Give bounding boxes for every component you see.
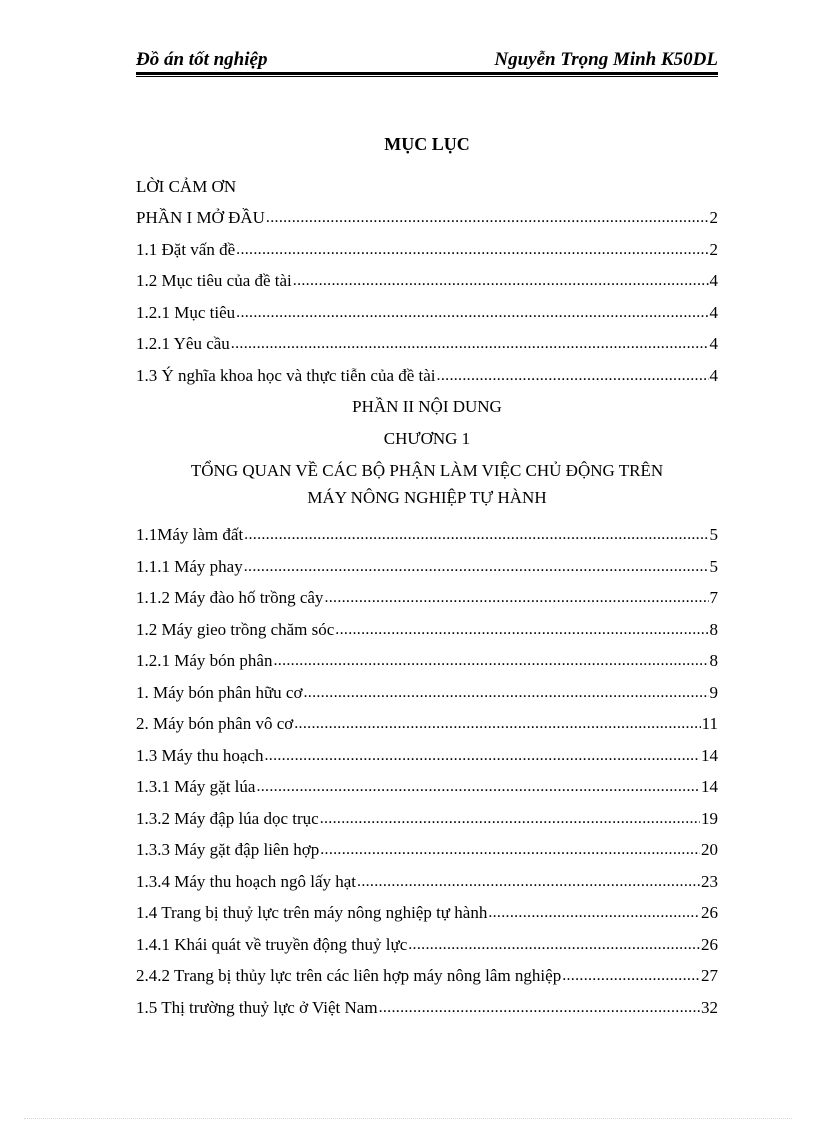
header-right-author: Nguyễn Trọng Minh K50DL (494, 49, 718, 70)
toc-entry-text: 1.3.1 Máy gặt lúa (136, 777, 256, 796)
toc-entry[interactable] (136, 863, 718, 895)
toc-entry[interactable] (136, 326, 718, 358)
toc-entry-text: PHẦN I MỞ ĐẦU (136, 208, 265, 227)
header-rule (136, 72, 718, 77)
chapter-title[interactable] (136, 452, 718, 517)
toc-dot-leader (293, 270, 709, 292)
toc-entry-page: 4 (709, 365, 718, 385)
toc-dot-leader (244, 556, 709, 578)
toc-entry-page: 8 (709, 651, 718, 670)
toc-entry-text: 2. Máy bón phân vô cơ (136, 714, 294, 733)
page-bottom-edge (24, 1118, 792, 1119)
toc-entry-text: 1.5 Thị trường thuỷ lực ở Việt Nam (136, 997, 378, 1017)
toc-entry[interactable] (136, 357, 718, 389)
toc-entry[interactable] (136, 674, 718, 706)
toc-entry-page: 20 (701, 840, 718, 859)
toc-entry[interactable] (136, 958, 718, 990)
toc-entry-page: 2 (709, 239, 718, 259)
toc-entry-text: 1.2.1 Yêu cầu (136, 334, 230, 353)
toc-entry-text: 1.2 Máy gieo trồng chăm sóc (136, 619, 335, 639)
toc-entry-text: 1.3 Máy thu hoạch (136, 745, 264, 765)
toc-entry-text: LỜI CẢM ƠN (136, 176, 237, 196)
toc-entry-text: 1.1.2 Máy đào hố trồng cây (136, 588, 324, 607)
toc-dot-leader (357, 871, 700, 893)
toc-dot-leader (303, 682, 708, 704)
header-left-title: Đồ án tốt nghiệp (136, 49, 268, 70)
toc-entry-page: 19 (701, 808, 718, 828)
toc-entry-page: 2 (709, 208, 718, 227)
toc-entry-page: 5 (709, 525, 718, 544)
toc-entry-page: 14 (701, 745, 718, 765)
toc-entry[interactable] (136, 769, 718, 801)
toc-dot-leader (324, 587, 708, 609)
toc-entry-text: 1.3.3 Máy gặt đập liên hợp (136, 840, 320, 859)
toc-entry-page: 9 (709, 682, 718, 702)
toc-entry[interactable] (136, 643, 718, 675)
toc-dot-leader (264, 745, 700, 767)
toc-dot-leader (266, 207, 709, 229)
toc-entry-page: 26 (701, 903, 718, 922)
toc-dot-leader (437, 365, 709, 387)
toc-dot-leader (320, 808, 700, 830)
toc-entry[interactable] (136, 800, 718, 832)
toc-title: MỤC LỤC (384, 134, 470, 154)
toc-entry-page: 4 (709, 302, 718, 322)
toc-entry[interactable] (136, 611, 718, 643)
toc-entry-page: 5 (709, 556, 718, 576)
toc-entry[interactable] (136, 200, 718, 232)
toc-entry-page: 23 (701, 871, 718, 891)
toc-entry[interactable] (136, 926, 718, 958)
toc-entry-page: 8 (709, 619, 718, 639)
toc-dot-leader (320, 839, 700, 861)
toc-entry-acknowledgements[interactable] (136, 168, 718, 200)
toc-entry-text: 2.4.2 Trang bị thủy lực trên các liên hợp máy nông lâm nghiệp (136, 966, 562, 985)
toc-entry[interactable] (136, 294, 718, 326)
toc-dot-leader (273, 650, 708, 672)
toc-dot-leader (488, 902, 700, 924)
toc-entry-page: 4 (709, 334, 718, 353)
toc-entry[interactable] (136, 263, 718, 295)
toc-entry-page: 32 (701, 997, 718, 1017)
toc-entry[interactable] (136, 231, 718, 263)
toc-entry[interactable] (136, 706, 718, 738)
toc-entry-text: 1. Máy bón phân hữu cơ (136, 682, 303, 702)
toc-dot-leader (408, 934, 700, 956)
toc-entry[interactable] (136, 989, 718, 1021)
toc-entry-text: 1.1 Đặt vấn đề (136, 239, 236, 259)
toc-entry-text: 1.2.1 Mục tiêu (136, 302, 236, 322)
toc-dot-leader (236, 302, 708, 324)
toc-entry-text: 1.3 Ý nghĩa khoa học và thực tiễn của đề tài (136, 365, 436, 385)
toc-entry-text: 1.4.1 Khái quát về truyền động thuỷ lực (136, 934, 408, 954)
toc-entry-text: 1.3.2 Máy đập lúa dọc trục (136, 808, 319, 828)
section-heading[interactable]: PHẦN II NỘI DUNG (352, 397, 502, 416)
toc-entry-page: 26 (701, 934, 718, 954)
toc-entry-text: 1.2 Mục tiêu của đề tài (136, 271, 292, 290)
toc-dot-leader (379, 997, 700, 1019)
toc-dot-leader (244, 524, 708, 546)
toc-dot-leader (231, 333, 709, 355)
toc-entry-text: 1.1Máy làm đất (136, 525, 244, 544)
toc-entry-page: 27 (701, 966, 718, 985)
toc-entry-page: 7 (709, 588, 718, 607)
toc-dot-leader (236, 239, 708, 261)
chapter-title-line-1: TỔNG QUAN VỀ CÁC BỘ PHẬN LÀM VIỆC CHỦ ĐỘNG TRÊN (190, 460, 664, 480)
toc-dot-leader (562, 965, 700, 987)
toc-entry[interactable] (136, 580, 718, 612)
toc-entry[interactable] (136, 517, 718, 549)
toc-entry-page: 14 (701, 777, 718, 796)
page-header (136, 48, 718, 74)
toc-entry[interactable] (136, 548, 718, 580)
toc-entry-page: 4 (709, 271, 718, 290)
toc-entry-page: 11 (701, 714, 718, 733)
toc-dot-leader (256, 776, 700, 798)
chapter-title-line-2: MÁY NÔNG NGHIỆP TỰ HÀNH (307, 487, 547, 507)
toc-dot-leader (335, 619, 708, 641)
table-of-contents (136, 168, 718, 1021)
toc-dot-leader (294, 713, 700, 735)
toc-entry-text: 1.2.1 Máy bón phân (136, 651, 273, 670)
toc-entry[interactable] (136, 895, 718, 927)
toc-entry-text: 1.1.1 Máy phay (136, 556, 243, 576)
toc-entry-text: 1.3.4 Máy thu hoạch ngô lấy hạt (136, 871, 357, 891)
chapter-heading[interactable]: CHƯƠNG 1 (383, 428, 471, 448)
toc-entry[interactable] (136, 737, 718, 769)
toc-entry[interactable] (136, 832, 718, 864)
toc-entry-text: 1.4 Trang bị thuỷ lực trên máy nông nghiệp tự hành (136, 903, 488, 922)
